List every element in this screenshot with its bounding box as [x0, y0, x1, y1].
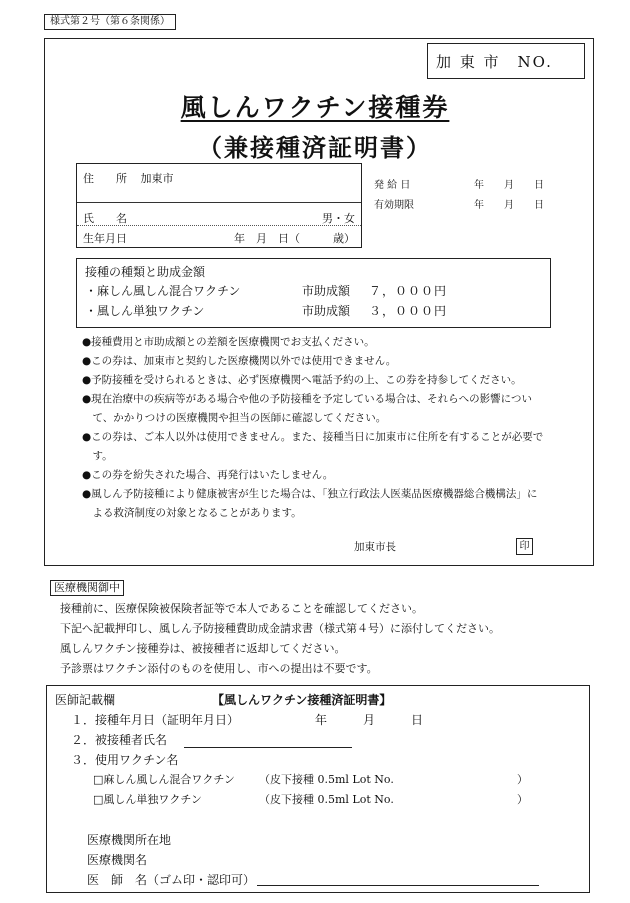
note-item: す。: [82, 450, 113, 462]
vaccination-date-fields[interactable]: 年 月 日: [315, 713, 424, 727]
instruction-line: 予診票はワクチン添付のものを使用し、市への提出は不要です。: [60, 662, 378, 675]
vaccine-item-name: ・麻しん風しん混合ワクチン: [85, 284, 241, 298]
form-number-label: 様式第２号（第６条関係）: [44, 14, 176, 30]
birth-label: 生年月日: [83, 232, 127, 245]
doctor-entry-section: [46, 685, 590, 893]
voucher-title: 風しんワクチン接種券: [180, 93, 450, 122]
instruction-line: 接種前に、医療保険被保険者証等で本人であることを確認してください。: [60, 602, 423, 615]
issue-date-fields: 年 月 日: [474, 180, 544, 191]
doctor-name-label: 医 師 名（ゴム印・認印可）: [87, 873, 256, 887]
vaccine-item-subsidy-label: 市助成額: [302, 284, 351, 298]
vaccine-option-rubella[interactable]: □風しん単独ワクチン: [93, 793, 202, 806]
vaccine-name-label: ３．使用ワクチン名: [71, 753, 179, 767]
birth-fields: 年 月 日（ 歳）: [234, 232, 355, 245]
seal-mark: 印: [516, 538, 533, 555]
recipient-name-label: ２．被接種者氏名: [71, 733, 168, 747]
vaccine-types-heading: 接種の種類と助成金額: [85, 265, 206, 279]
gender-field: 男・女: [322, 212, 355, 225]
address-label: 住 所: [83, 172, 127, 185]
note-item: ●この券を紛失された場合、再発行はいたしません。: [82, 469, 334, 481]
certificate-title: 【風しんワクチン接種済証明書】: [212, 693, 392, 707]
dose-lot-field: （皮下接種 0.5ml Lot No.: [259, 773, 394, 786]
doctor-section-label: 医師記載欄: [55, 693, 116, 707]
mayor-label: 加東市長: [354, 541, 396, 553]
instruction-line: 下記へ記載押印し、風しん予防接種費助成金請求書（様式第４号）に添付してください。: [60, 622, 500, 635]
medical-instructions: [60, 599, 500, 679]
note-item: よる救済制度の対象となることがあります。: [82, 507, 302, 519]
lot-close-paren: ）: [517, 793, 528, 806]
vaccine-option-mr[interactable]: □麻しん風しん混合ワクチン: [93, 773, 235, 786]
voucher-subtitle: （兼接種済証明書）: [198, 134, 432, 162]
issue-date-label: 発 給 日: [374, 180, 411, 191]
vaccine-item-amount: ３，０００円: [369, 304, 448, 318]
valid-until-fields: 年 月 日: [474, 200, 544, 211]
recipient-info-box: [76, 163, 362, 248]
vaccine-item-subsidy-label: 市助成額: [302, 304, 351, 318]
vaccine-item-name: ・風しん単独ワクチン: [85, 304, 205, 318]
note-item: て、かかりつけの医療機関や担当の医師に確認してください。: [82, 412, 387, 424]
address-value: 加東市: [140, 172, 174, 185]
note-item: ●風しん予防接種により健康被害が生じた場合は、「独立行政法人医薬品医療機器総合機構法」に: [82, 488, 538, 500]
doctor-name-field[interactable]: [257, 885, 539, 886]
notes-list: [82, 333, 543, 523]
recipient-name-field[interactable]: [184, 747, 352, 748]
medical-institution-label: 医療機関御中: [50, 580, 124, 596]
note-item: ●この券は、加東市と契約した医療機関以外では使用できません。: [82, 355, 397, 367]
note-item: ●この券は、ご本人以外は使用できません。また、接種当日に加東市に住所を有することが必要で: [82, 431, 544, 443]
note-item: ●現在治療中の疾病等がある場合や他の予防接種を予定している場合は、それらへの影響につい: [82, 393, 532, 405]
lot-close-paren: ）: [517, 773, 528, 786]
facility-address-label: 医療機関所在地: [87, 833, 172, 847]
dose-lot-field: （皮下接種 0.5ml Lot No.: [259, 793, 394, 806]
voucher-number-box: 加 東 市 NO.: [427, 43, 585, 79]
vaccine-item-amount: ７，０００円: [369, 284, 448, 298]
facility-name-label: 医療機関名: [87, 853, 148, 867]
note-item: ●予防接種を受けられるときは、必ず医療機関へ電話予約の上、この券を持参してください。: [82, 374, 522, 386]
vaccine-types-box: [76, 258, 551, 328]
name-label: 氏 名: [83, 212, 127, 225]
instruction-line: 風しんワクチン接種券は、被接種者に返却してください。: [60, 642, 346, 655]
valid-until-label: 有効期限: [374, 200, 414, 211]
note-item: ●接種費用と市助成額との差額を医療機関でお支払ください。: [82, 336, 375, 348]
vaccination-date-label: １．接種年月日（証明年月日）: [71, 713, 240, 727]
